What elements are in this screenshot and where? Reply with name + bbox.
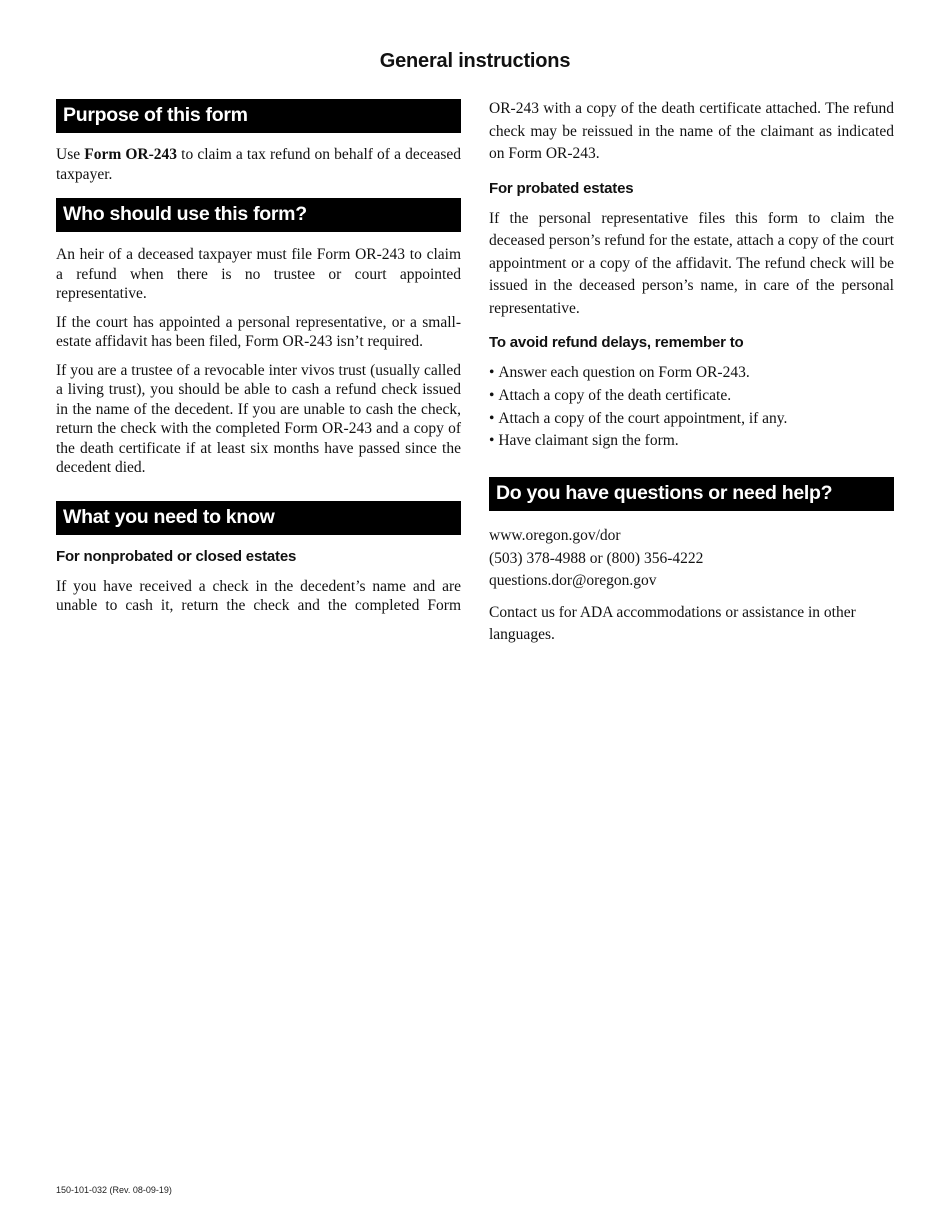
purpose-text-pre: Use	[56, 146, 85, 163]
ada-text: Contact us for ADA accommodations or assistance in other languages.	[489, 603, 856, 644]
purpose-text-post: to claim a tax refund on behalf of a deceased taxpayer.	[56, 146, 462, 183]
avoid-delays-list	[489, 362, 894, 453]
purpose-form-name: Form OR-243	[84, 146, 178, 163]
who-paragraph-2: If the court has appointed a personal representative, or a small-estate affidavit has been filed, Form OR-243 isn’t required.	[56, 313, 461, 350]
list-item: • Attach a copy of the death certificate.	[489, 385, 894, 408]
website-link[interactable]: www.oregon.gov/dor	[489, 527, 621, 545]
who-paragraph-1: An heir of a deceased taxpayer must file Form OR-243 to claim a refund when there is no trustee or court appointed representative.	[56, 246, 461, 302]
right-column	[489, 98, 894, 647]
who-paragraph-3: If you are a trustee of a revocable inter vivos trust (usually called a living trust), you should be able to cash a refund check issued in the name of the decedent. If you are unable to cash the check, return the check with the completed Form OR-243 and a copy of the death certificate if at least six months have passed since the decedent died.	[56, 361, 461, 476]
who-heading: Who should use this form?	[56, 198, 461, 232]
list-item: • Have claimant sign the form.	[489, 430, 894, 453]
list-item: • Answer each question on Form OR-243.	[489, 362, 894, 385]
nonprobated-text-continued: OR-243 with a copy of the death certificate attached. The refund check may be reissued in the name of the claimant as indicated on Form OR-243.	[489, 100, 894, 162]
purpose-heading: Purpose of this form	[56, 99, 461, 133]
phone-numbers: (503) 378-4988 or (800) 356-4222	[489, 549, 704, 567]
probated-text: If the personal representative files this form to claim the deceased person’s refund for the estate, attach a copy of the court appointment or a copy of the affidavit. The refund check will be issued in the deceased person’s name, in care of the personal representative.	[489, 209, 894, 317]
page-title: General instructions	[379, 50, 571, 72]
help-heading: Do you have questions or need help?	[489, 477, 894, 511]
purpose-text	[56, 145, 461, 184]
know-heading: What you need to know	[56, 501, 461, 535]
left-column	[56, 99, 461, 616]
nonprobated-text: If you have received a check in the decedent’s name and are unable to cash it, return the check and the completed Form	[56, 577, 461, 614]
avoid-delays-heading: To avoid refund delays, remember to	[489, 334, 744, 351]
probated-heading: For probated estates	[489, 179, 634, 197]
list-item: • Attach a copy of the court appointment, if any.	[489, 408, 894, 431]
nonprobated-heading: For nonprobated or closed estates	[56, 547, 297, 565]
email-link[interactable]: questions.dor@oregon.gov	[489, 572, 657, 590]
form-revision-code: 150-101-032 (Rev. 08-09-19)	[56, 1185, 172, 1195]
